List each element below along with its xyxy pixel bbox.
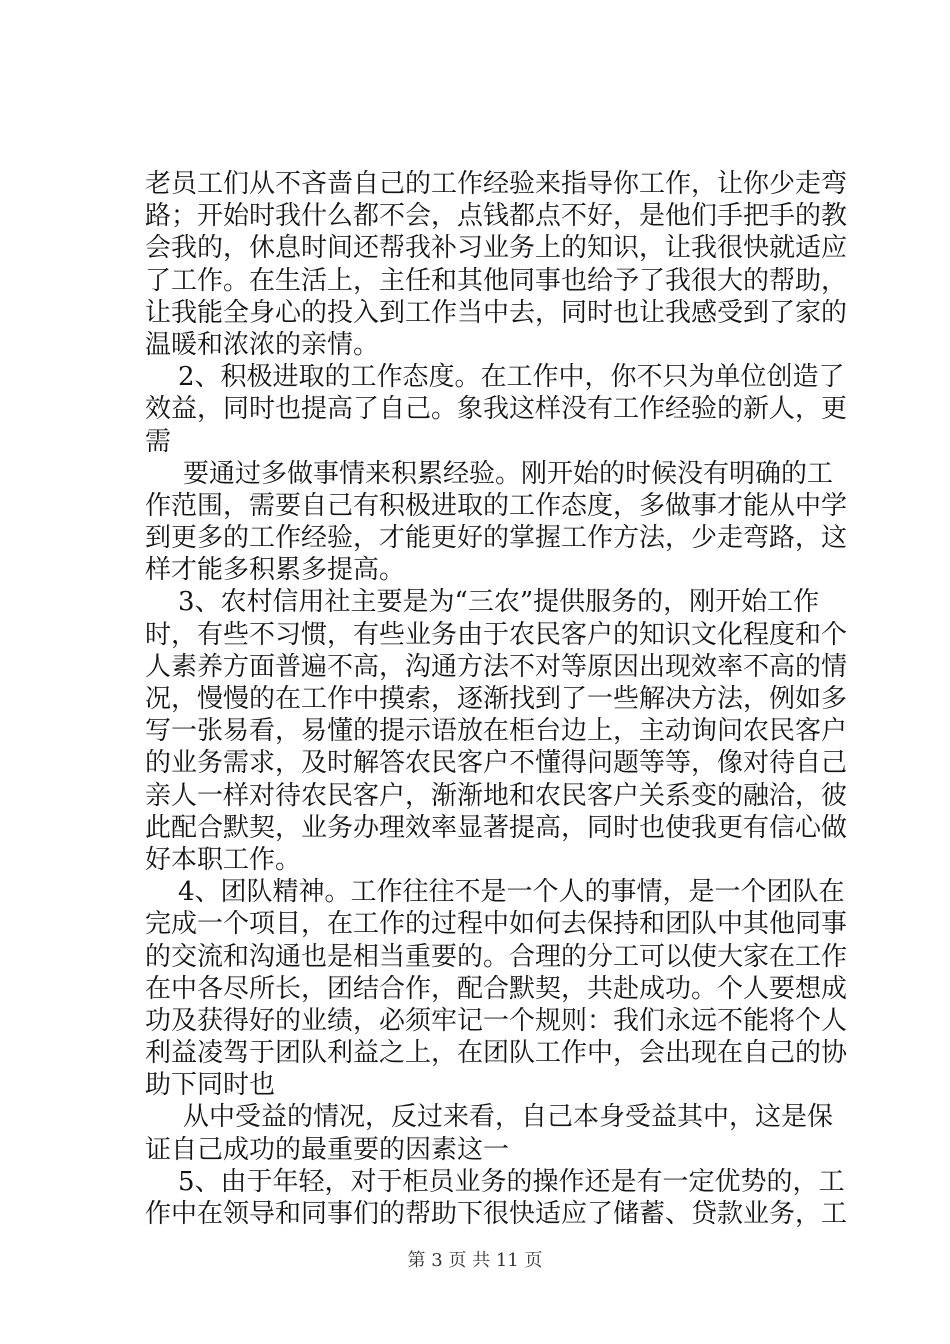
paragraph <box>145 1166 848 1230</box>
text-line: 的交流和沟通也是相当重要的。合理的分工可以使大家在工作 <box>145 941 848 972</box>
paragraph <box>145 876 848 1101</box>
text-line: 完成一个项目，在工作的过程中如何去保持和团队中其他同事 <box>145 909 848 940</box>
paragraph <box>145 361 848 458</box>
text-line: 在中各尽所长，团结合作，配合默契，共赴成功。个人要想成 <box>145 973 848 1004</box>
text-line: 要通过多做事情来积累经验。刚开始的时候没有明确的工 <box>183 458 834 489</box>
text-line: 证自己成功的最重要的因素这一 <box>145 1134 510 1165</box>
paragraph <box>145 458 848 587</box>
paragraph <box>145 1101 837 1165</box>
text-line: 助下同时也 <box>145 1070 276 1101</box>
text-line: 利益凌驾于团队利益之上，在团队工作中，会出现在自己的协 <box>145 1038 848 1069</box>
text-line: 需 <box>145 426 172 457</box>
text-line: 样才能多积累多提高。 <box>145 555 406 586</box>
text-line: 时，有些不习惯，有些业务由于农民客户的知识文化程度和个 <box>145 619 848 650</box>
text-line: 从中受益的情况，反过来看，自己本身受益其中，这是保 <box>183 1102 834 1133</box>
text-line: 作中在领导和同事们的帮助下很快适应了储蓄、贷款业务，工 <box>145 1199 848 1229</box>
text-line: 3、农村信用社主要是为“三农”提供服务的，刚开始工作 <box>178 587 820 618</box>
paragraph <box>145 168 848 361</box>
text-line: 况，慢慢的在工作中摸索，逐渐找到了一些解决方法，例如多 <box>145 684 848 714</box>
text-line: 此配合默契，业务办理效率显著提高，同时也使我更有信心做 <box>145 812 848 843</box>
text-line: 作范围，需要自己有积极进取的工作态度，多做事才能从中学 <box>145 490 848 521</box>
text-line: 4、团队精神。工作往往不是一个人的事情，是一个团队在 <box>178 877 845 908</box>
document-body <box>145 168 848 1230</box>
page-footer: 第 3 页 共 11 页 <box>407 1250 543 1271</box>
text-line: 老员工们从不吝啬自己的工作经验来指导你工作，让你少走弯 <box>145 169 848 199</box>
text-line: 好本职工作。 <box>145 844 302 875</box>
text-line: 人素养方面普遍不高，沟通方法不对等原因出现效率不高的情 <box>145 651 848 682</box>
text-line: 路；开始时我什么都不会，点钱都点不好，是他们手把手的教 <box>145 201 848 232</box>
text-line: 2、积极进取的工作态度。在工作中，你不只为单位创造了 <box>178 362 845 393</box>
text-line: 了工作。在生活上，主任和其他同事也给予了我很大的帮助， <box>145 265 848 296</box>
text-line: 温暖和浓浓的亲情。 <box>145 329 380 360</box>
text-line: 的业务需求，及时解答农民客户不懂得问题等等，像对待自己 <box>145 748 848 779</box>
text-line: 到更多的工作经验，才能更好的掌握工作方法，少走弯路，这 <box>145 523 848 554</box>
text-line: 效益，同时也提高了自己。象我这样没有工作经验的新人，更 <box>145 394 848 425</box>
text-line: 让我能全身心的投入到工作当中去，同时也让我感受到了家的 <box>145 297 848 328</box>
text-line: 会我的，休息时间还帮我补习业务上的知识，让我很快就适应 <box>145 233 848 264</box>
paragraph <box>145 586 848 876</box>
text-line: 功及获得好的业绩，必须牢记一个规则：我们永远不能将个人 <box>145 1005 848 1036</box>
text-line: 写一张易看，易懂的提示语放在柜台边上，主动询问农民客户 <box>145 716 848 747</box>
text-line: 亲人一样对待农民客户，渐渐地和农民客户关系变的融洽，彼 <box>145 780 848 811</box>
text-line: 5、由于年轻，对于柜员业务的操作还是有一定优势的，工 <box>178 1166 845 1197</box>
